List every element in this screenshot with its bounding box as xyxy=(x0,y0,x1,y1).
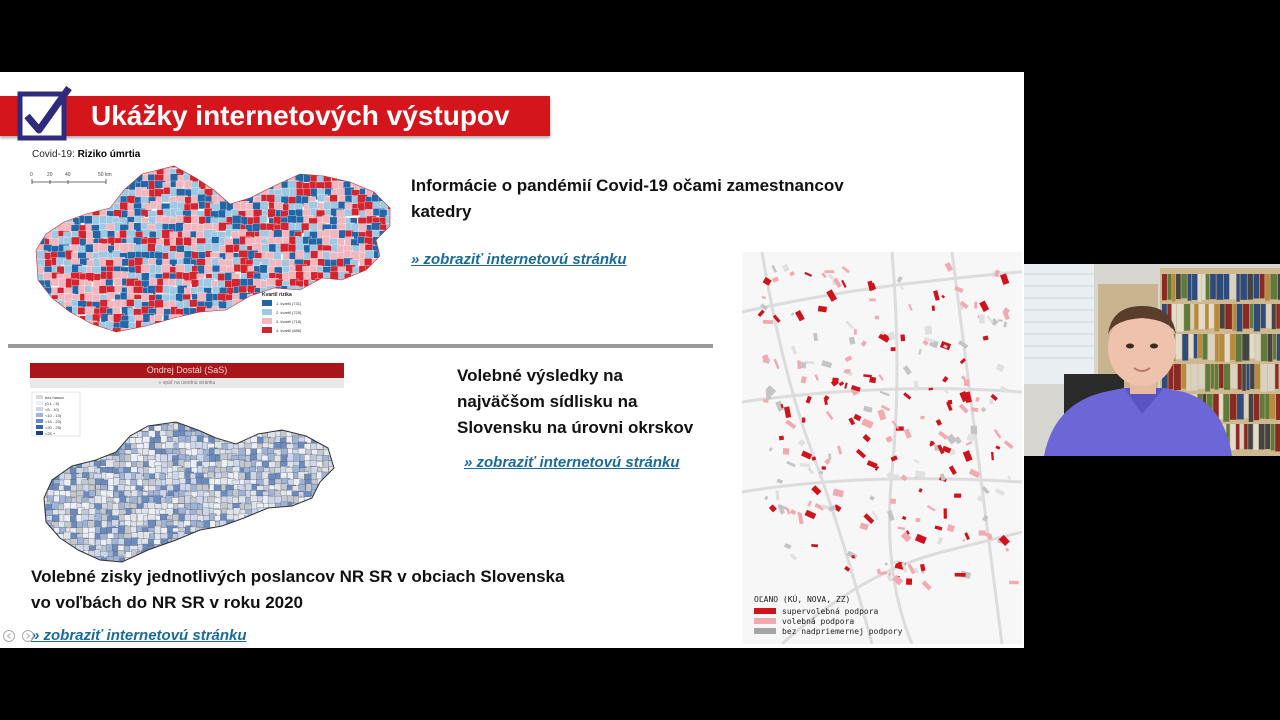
map1-legend-label: 2. kvartil (720) xyxy=(276,310,302,315)
section1-heading xyxy=(411,173,844,225)
map2-legend-label: <25 + xyxy=(45,431,56,436)
presentation-slide xyxy=(0,72,1024,648)
map1-legend-swatch xyxy=(262,318,272,324)
section2-heading-line: Slovensku na úrovni okrskov xyxy=(457,418,694,437)
map2-legend-label: bez hlasov xyxy=(45,395,65,400)
section2-heading-line: Volebné výsledky na xyxy=(457,366,623,385)
map2-legend-label: <10 - 15) xyxy=(45,413,62,418)
section1-link[interactable]: » zobraziť internetovú stránku xyxy=(411,251,627,268)
prev-slide-icon xyxy=(4,631,15,642)
map3-legend xyxy=(754,595,902,636)
section3-heading xyxy=(31,564,564,616)
map2-legend-label: (0,1 - 5) xyxy=(45,401,60,406)
map3-legend-swatch xyxy=(754,628,776,634)
next-slide-icon xyxy=(23,631,34,642)
section2-heading xyxy=(457,363,693,441)
map3-legend-label: supervolebná podpora xyxy=(782,606,879,616)
section1-heading-line: Informácie o pandémií Covid-19 očami zamestnancov xyxy=(411,176,844,195)
covid-risk-map xyxy=(24,162,396,338)
election-gains-map xyxy=(30,390,344,566)
section1-heading-line: katedry xyxy=(411,202,472,221)
map1-legend-swatch xyxy=(262,309,272,315)
map1-legend-swatch xyxy=(262,300,272,306)
map1-legend-label: 3. kvartil (718) xyxy=(276,319,302,324)
section2-heading-line: najväčšom sídlisku na xyxy=(457,392,638,411)
map1-label-bold: Riziko úmrtia xyxy=(77,149,141,160)
map3-legend-swatch xyxy=(754,618,776,624)
map1-legend-title: Kvartil rizika xyxy=(262,292,292,298)
webcam-image xyxy=(1024,264,1280,456)
map3-legend-title: OĽANO (KÚ, NOVA, ZZ) xyxy=(754,595,851,604)
slide-nav-controls[interactable] xyxy=(2,629,42,643)
map2-banner: Ondrej Dostál (SaS) xyxy=(30,363,344,378)
section-divider xyxy=(8,344,713,348)
webcam-video xyxy=(1024,264,1280,456)
map1-legend xyxy=(262,292,302,333)
section3-heading-line: Volebné zisky jednotlivých poslancov NR SR v obciach Slovenska xyxy=(31,567,565,586)
housing-estate-map xyxy=(742,252,1022,644)
map1-scale-tick: 0 xyxy=(30,172,33,178)
slide-title: Ukážky internetových výstupov xyxy=(91,100,510,131)
map2-legend-label: <20 - 25) xyxy=(45,425,62,430)
map3-legend-label: volebná podpora xyxy=(782,616,855,626)
map1-legend-label: 4. kvartil (686) xyxy=(276,328,302,333)
map2-legend-label: <5 - 10) xyxy=(45,407,59,412)
map2-back-link[interactable]: « späť na úvodnú stránku xyxy=(30,378,344,388)
map3-legend-label: bez nadpriemernej podpory xyxy=(782,626,903,636)
section3-link[interactable]: » zobraziť internetovú stránku xyxy=(31,627,247,644)
map2-legend-label: <15 - 20) xyxy=(45,419,62,424)
map1-scale-tick: 20 xyxy=(47,172,53,178)
section2-link[interactable]: » zobraziť internetovú stránku xyxy=(464,454,680,471)
map1-scale-tick: 50 km xyxy=(98,172,112,178)
checkbox-logo-icon xyxy=(17,86,73,142)
map1-label-prefix: Covid-19: xyxy=(32,149,78,160)
map1-legend-label: 1. kvartil (731) xyxy=(276,301,302,306)
map1-label xyxy=(32,149,140,160)
map1-scale-bar xyxy=(30,172,112,184)
map2-legend xyxy=(32,392,80,436)
map3-legend-swatch xyxy=(754,608,776,614)
slide-title-bar xyxy=(0,96,550,136)
section3-heading-line: vo voľbách do NR SR v roku 2020 xyxy=(31,593,304,612)
map1-scale-tick: 40 xyxy=(65,172,71,178)
map1-legend-swatch xyxy=(262,327,272,333)
